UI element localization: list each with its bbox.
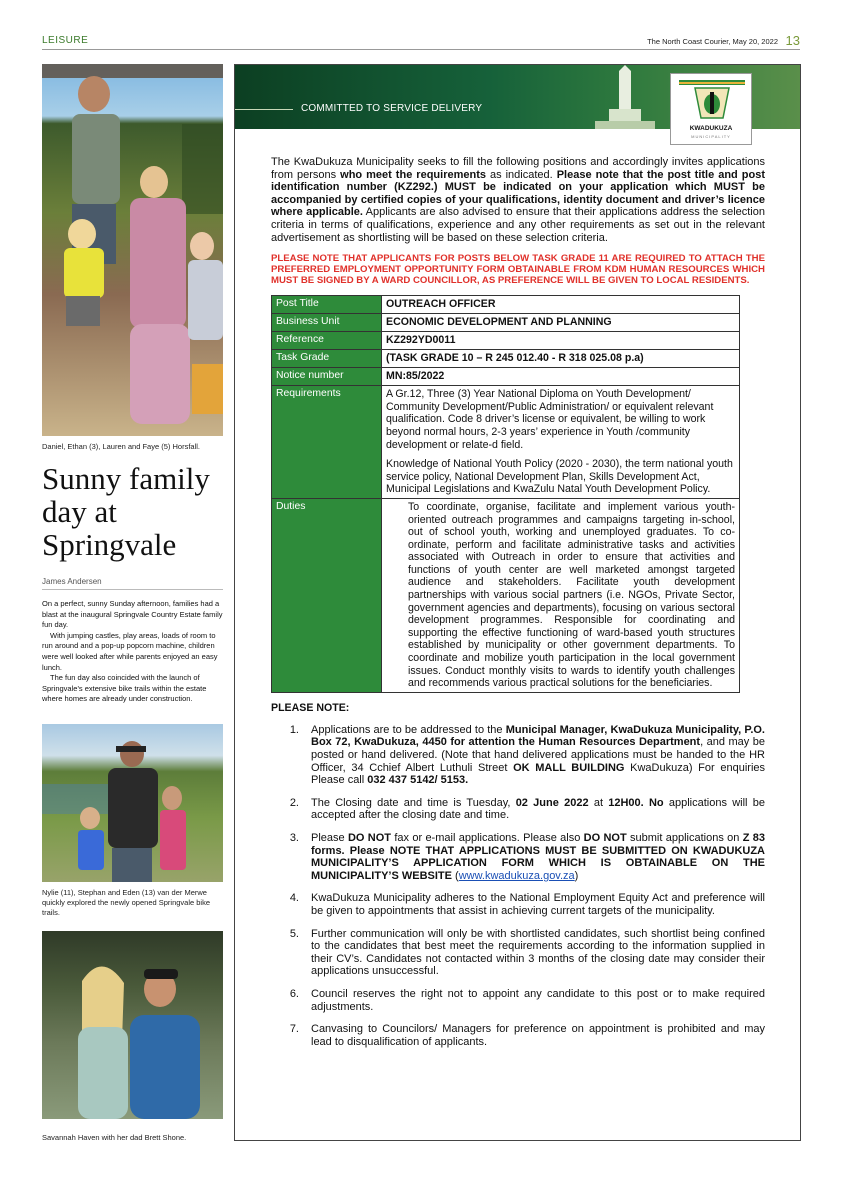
table-row xyxy=(272,386,740,499)
requirements-paragraph: Knowledge of National Youth Policy (2020 - 2030), the term national youth service policy, National Development Plan, Skills Development Act, Municipal Legislations and KwaZulu Natal Youth Development Policy. xyxy=(386,458,733,496)
list-item xyxy=(271,928,765,978)
article-paragraph: With jumping castles, play areas, loads of room to run around and a pop-up popcorn machine, children were well looked after while parents enjoyed an easy lunch. xyxy=(42,630,218,672)
list-item xyxy=(271,988,765,1013)
item-number: 3. xyxy=(289,831,299,844)
page-number: 13 xyxy=(785,33,800,48)
text-run: 032 437 5142/ 5153. xyxy=(367,774,469,787)
family-photo-art xyxy=(42,64,223,436)
intro-text: Applicants are also advised to ensure that their applications address the selection criteria in terms of qualifications, experience and any other requirements as set out in the relevant advertisement as shortlisting will be based on these selection criteria. xyxy=(271,206,765,244)
text-run: applications will be accepted after the closing date and time. xyxy=(311,796,765,822)
family-photo xyxy=(42,64,223,436)
banner-rule xyxy=(235,109,293,110)
logo-name: KWADUKUZA xyxy=(689,125,733,132)
father-daughter-photo xyxy=(42,931,223,1119)
table-row xyxy=(272,498,740,692)
intro-emphasis: who meet the requirements xyxy=(340,168,486,181)
item-text xyxy=(311,724,765,787)
item-number: 6. xyxy=(289,987,299,1000)
list-item xyxy=(271,832,765,882)
table-row xyxy=(272,368,740,386)
table-row xyxy=(272,332,740,350)
intro-text: The KwaDukuza Municipality seeks to fill the following positions and accordingly invites applications from persons xyxy=(271,156,765,181)
text-run: Please xyxy=(311,831,348,844)
article-byline: James Andersen xyxy=(42,577,223,590)
post-details-table xyxy=(271,295,740,693)
notes-list xyxy=(271,724,765,1048)
page-header xyxy=(42,34,800,50)
text-run: at xyxy=(588,796,609,809)
logo-subtitle: MUNICIPALITY xyxy=(691,134,731,139)
bike-trail-photo-art xyxy=(42,724,223,882)
row-label: Business Unit xyxy=(272,314,382,332)
text-run: DO NOT xyxy=(583,831,627,844)
row-label: Notice number xyxy=(272,368,382,386)
text-run: 02 June 2022 xyxy=(515,796,589,809)
preference-warning: PLEASE NOTE THAT APPLICANTS FOR POSTS BELOW TASK GRADE 11 ARE REQUIRED TO ATTACH THE PREFERRED EMPLOYMENT OPPORTUNITY FORM OBTAINABLE FROM KDM HUMAN RESOURCES WHICH MUST BE SIGNED BY A WARD COUNCILLOR, AS PREFERENCE WILL BE GIVEN TO LOCAL RESIDENTS. xyxy=(271,253,765,287)
notice-number-value: MN:85/2022 xyxy=(382,368,740,386)
text-run: ( xyxy=(451,869,459,882)
text-run: , and may be posted or hand delivered. (Note that hand delivered applications must be handed to the HR Officer, 34 Cchief Albert Luthuli Street xyxy=(311,736,765,774)
task-grade-value: (TASK GRADE 10 – R 245 012.40 - R 318 025.08 p.a) xyxy=(382,350,740,368)
item-text: KwaDukuza Municipality adheres to the National Employment Equity Act and preference will be given to appointments that assist in achieving current targets of the municipality. xyxy=(311,892,765,917)
item-number: 1. xyxy=(289,723,299,736)
item-text: Canvasing to Councilors/ Managers for preference on appointment is prohibited and may lead to disqualification of applicants. xyxy=(311,1023,765,1048)
notes-heading: PLEASE NOTE: xyxy=(271,701,350,714)
text-run: ) xyxy=(574,869,579,882)
publication-info: The North Coast Courier, May 20, 2022 xyxy=(647,37,778,46)
business-unit-value: ECONOMIC DEVELOPMENT AND PLANNING xyxy=(382,314,740,332)
text-run: Applications are to be addressed to the xyxy=(311,723,506,736)
intro-text: as indicated. xyxy=(486,168,557,181)
text-run: 12H00. No xyxy=(608,796,664,809)
vacancy-advert xyxy=(234,64,801,1141)
article-paragraph: On a perfect, sunny Sunday afternoon, families had a blast at the inaugural Springvale Country Estate family fun day. xyxy=(42,599,223,630)
duties-value xyxy=(382,498,740,692)
item-text: Council reserves the right not to appoint any candidate to this post or to make required adjustments. xyxy=(311,987,765,1013)
article-body xyxy=(42,599,223,705)
text-run: Municipal Manager, KwaDukuza Municipality, P.O. Box 72, KwaDukuza, 4450 for attention the Human Resources Department xyxy=(311,723,765,749)
item-number: 2. xyxy=(289,796,299,809)
photo-caption: Daniel, Ethan (3), Lauren and Faye (5) Horsfall. xyxy=(42,442,200,451)
photo-caption: Savannah Haven with her dad Brett Shone. xyxy=(42,1132,187,1142)
item-number: 5. xyxy=(289,927,299,940)
requirements-value xyxy=(382,386,740,499)
list-item xyxy=(271,724,765,787)
kwadukuza-logo xyxy=(670,73,752,145)
item-text: Further communication will only be with shortlisted candidates, such shortlist being confined to the candidates that best meet the requirements according to the information supplied in their CV’s. Candidates not contacted within 3 months of the closing date may consider their applications unsuccessful. xyxy=(311,927,765,978)
row-label: Post Title xyxy=(272,296,382,314)
text-run: KwaDukuza) For enquiries Please call xyxy=(311,761,766,787)
reference-value: KZ292YD0011 xyxy=(382,332,740,350)
bullet-icon xyxy=(386,501,408,690)
item-text xyxy=(311,797,765,822)
text-run: The Closing date and time is Tuesday, xyxy=(311,796,516,809)
intro-emphasis: Please note that the post title and post identification number (KZ292.) MUST be indicated on your application which MUST be accompanied by certified copies of your qualifications, identity document and driver’s licence where applicable. xyxy=(271,168,765,219)
item-number: 7. xyxy=(289,1023,299,1036)
table-row xyxy=(272,296,740,314)
article-paragraph: The fun day also coincided with the launch of Springvale's extensive bike trails within the estate where homes are already under construction. xyxy=(42,673,207,704)
item-number: 4. xyxy=(289,892,299,905)
requirements-paragraph: A Gr.12, Three (3) Year National Diploma on Youth Development/ Community Development/Public Administration/ or equivalent relevant qualification. Code 8 driver’s license or equivalent, be willing to work beyond normal hours, 2-3 years’ experience in Youth /community development or relate-d field. xyxy=(386,388,714,451)
table-row xyxy=(272,350,740,368)
advert-intro xyxy=(271,156,765,244)
row-label: Requirements xyxy=(272,386,382,499)
section-label: LEISURE xyxy=(42,35,89,46)
text-run: Z 83 forms. Please NOTE THAT APPLICATIONS MUST BE SUBMITTED ON KWADUKUZA MUNICIPALITY’S APPLICATION FORM WHICH IS OBTAINABLE ON THE MUNICIPALITY’S WEBSITE xyxy=(311,831,766,882)
father-daughter-photo-art xyxy=(42,931,223,1119)
item-text xyxy=(311,832,765,882)
notes-heading-text: PLEASE NOTE xyxy=(271,701,346,714)
list-item xyxy=(271,797,765,822)
banner-slogan: COMMITTED TO SERVICE DELIVERY xyxy=(301,103,483,114)
website-link[interactable]: www.kwadukuza.gov.za xyxy=(458,869,575,882)
clock-tower-icon xyxy=(585,65,665,129)
text-run: DO NOT xyxy=(347,831,392,844)
text-run: fax or e-mail applications. Please also xyxy=(391,831,584,844)
row-label: Duties xyxy=(272,498,382,692)
post-title-value: OUTREACH OFFICER xyxy=(382,296,740,314)
duties-text: To coordinate, organise, facilitate and implement various youth-oriented outreach programmes and campaigns targeting in-school, out of school youth, working and unemployed graduates. To co-ordinate, perform and facilitate administrative tasks and activities associated with Outreach in order to ensure that activities and functions of youth center are well marketed amongst targeted audience and stakeholders. Facilitate youth development partnerships with various social partners (i.e. NGOs, Private Sector, government agencies and departments), focusing on various sectoral development programmes. Responsible for coordinating and supporting the effective functioning of ward-based youth structures established by municipality or other government departments. To coordinate and mobilize youth participation in the local government issues. Conduct monthly visits to wards to identify youth challenges and recommends various practical solutions for the beneficiaries. xyxy=(408,500,735,690)
text-run: OK MALL BUILDING xyxy=(513,761,625,774)
list-item xyxy=(271,1023,765,1048)
text-run: submit applications on xyxy=(626,831,743,844)
table-row xyxy=(272,314,740,332)
photo-caption: Nylie (11), Stephan and Eden (13) van der Merwe quickly explored the newly opened Springvale bike trails. xyxy=(42,887,211,917)
duties-item xyxy=(386,501,735,690)
article-headline: Sunny family day at Springvale xyxy=(42,461,210,562)
bike-trail-photo xyxy=(42,724,223,882)
list-item xyxy=(271,892,765,917)
leisure-column xyxy=(42,64,223,1143)
row-label: Reference xyxy=(272,332,382,350)
row-label: Task Grade xyxy=(272,350,382,368)
advert-body xyxy=(271,156,765,1058)
